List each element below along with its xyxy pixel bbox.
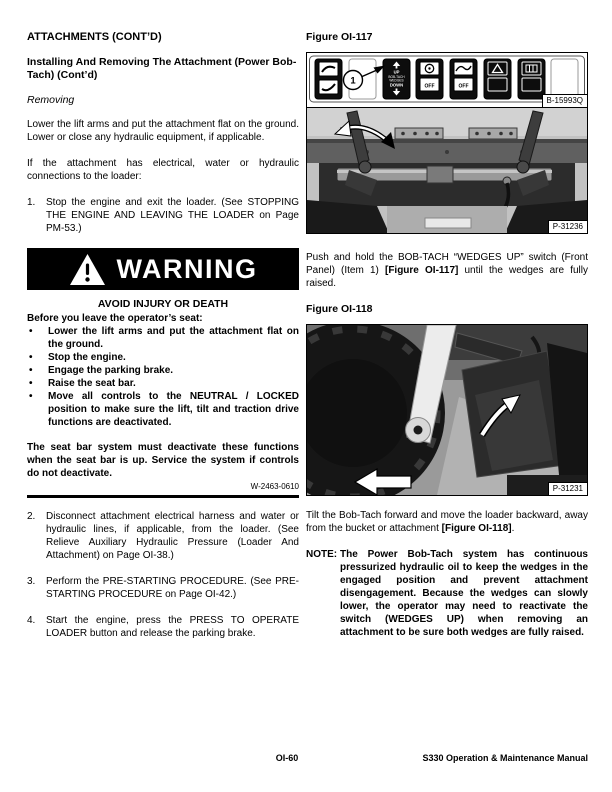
figure-reference: [Figure OI-117] bbox=[384, 265, 459, 276]
right-column bbox=[306, 31, 588, 639]
svg-text:DOWN: DOWN bbox=[389, 82, 404, 88]
svg-text:WEDGES: WEDGES bbox=[389, 78, 404, 83]
step-number: 4. bbox=[27, 615, 36, 626]
empty-switch-slot bbox=[551, 59, 578, 99]
bullet-glyph: • bbox=[29, 352, 33, 363]
bullet-glyph: • bbox=[29, 365, 33, 376]
step-2 bbox=[27, 510, 299, 562]
footer-page-number: OI-60 bbox=[275, 753, 299, 763]
auxiliary-off-switch-icon bbox=[450, 59, 477, 99]
left-column bbox=[27, 31, 299, 653]
note-block bbox=[306, 548, 588, 639]
bullet-glyph: • bbox=[29, 326, 33, 337]
image-code-tag: P-31236 bbox=[548, 220, 588, 234]
figure-oi118 bbox=[306, 324, 588, 496]
warning-box bbox=[27, 248, 299, 498]
warning-bullet: • Engage the parking brake. bbox=[29, 365, 174, 376]
lift-tilt-switch-icon bbox=[315, 59, 342, 99]
step-number: 1. bbox=[27, 197, 36, 208]
fan-off-switch-icon bbox=[416, 59, 443, 99]
paragraph-push-hold: Push and hold the BOB-TACH “WEDGES UP” switch (Front Panel) (Item 1) [Figure OI-117] until the wedges are fully raised. bbox=[306, 252, 588, 289]
warning-triangle-icon bbox=[69, 253, 106, 286]
paragraph-lower-lift-arms: Lower the lift arms and put the attachment flat on the ground. Lower or close any hydraulic equipment, if applicable. bbox=[27, 119, 299, 143]
svg-text:BOB-TACH: BOB-TACH bbox=[388, 75, 405, 79]
switch-panel-image bbox=[307, 53, 587, 108]
svg-text:OFF: OFF bbox=[458, 83, 469, 90]
loader-backward-photo-drawing bbox=[307, 325, 587, 495]
hazard-switch-icon bbox=[484, 59, 511, 99]
section-heading: ATTACHMENTS (CONT’D) bbox=[27, 31, 162, 43]
bullet-glyph: • bbox=[29, 391, 33, 402]
figure-oi117-label: Figure OI-117 bbox=[306, 31, 373, 43]
step-text: Disconnect attachment electrical harness and water or hydraulic lines, if applicable, from the loader. (See Relieve Auxiliary Hydraulic Pressure (Loader And Attachment) on Page OI-38.) bbox=[46, 511, 299, 561]
svg-text:UP: UP bbox=[393, 69, 400, 75]
step-text: Perform the PRE-STARTING PROCEDURE. (See PRE-STARTING PROCEDURE on Page OI-42.) bbox=[46, 576, 299, 600]
removing-heading: Removing bbox=[27, 94, 75, 106]
step-3 bbox=[27, 575, 299, 601]
paragraph-if-attachment: If the attachment has electrical, water or hydraulic connections to the loader: bbox=[27, 158, 299, 182]
step-number: 3. bbox=[27, 576, 36, 587]
footer-manual-title: S330 Operation & Maintenance Manual bbox=[422, 753, 588, 763]
note-text: The Power Bob-Tach system has continuous pressurized hydraulic oil to keep the wedges in the engaged position and prevent attachment disengagement. Because the wedges can slowly lower, the operator may need to reactivate the switch (WEDGES UP) when removing an attachment to be sure both wedges are fully raised. bbox=[340, 549, 588, 638]
image-code-tag: B-15993Q bbox=[542, 94, 588, 108]
warning-intro: Before you leave the operator’s seat: bbox=[27, 313, 203, 324]
image-code-tag: P-31231 bbox=[548, 482, 588, 496]
note-label: NOTE: bbox=[306, 549, 338, 560]
step-4 bbox=[27, 614, 299, 640]
subsection-heading: Installing And Removing The Attachment (Power Bob-Tach) (Cont’d) bbox=[27, 56, 297, 81]
paragraph-tilt-bobtach: Tilt the Bob-Tach forward and move the loader backward, away from the bucket or attachment [Figure OI-118]. bbox=[306, 510, 588, 534]
warning-bullet: • Move all controls to the NEUTRAL / LOCKED position to make sure the lift, tilt and traction drive functions are deactivated. bbox=[29, 391, 299, 428]
step-1 bbox=[27, 196, 299, 235]
svg-text:OFF: OFF bbox=[424, 83, 435, 90]
step-text: Stop the engine and exit the loader. (See STOPPING THE ENGINE AND LEAVING THE LOADER on Page PM-53.) bbox=[46, 197, 299, 234]
bobtach-photo-drawing bbox=[307, 108, 587, 233]
warning-code: W-2463-0610 bbox=[250, 482, 299, 491]
bullet-glyph: • bbox=[29, 378, 33, 389]
bobtach-wedges-photo bbox=[307, 108, 587, 233]
warning-banner bbox=[27, 248, 299, 290]
figure-oi118-label: Figure OI-118 bbox=[306, 303, 373, 315]
warning-outro: The seat bar system must deactivate these functions when the seat bar is up. Service the system if controls do not deactivate. bbox=[27, 442, 299, 479]
figure-reference: [Figure OI-118] bbox=[441, 523, 512, 534]
lights-switch-icon bbox=[518, 59, 545, 99]
warning-bullet: • Raise the seat bar. bbox=[29, 378, 136, 389]
bobtach-wedges-switch-icon bbox=[383, 59, 410, 99]
svg-text:1: 1 bbox=[350, 75, 356, 87]
step-text: Start the engine, press the PRESS TO OPERATE LOADER button and release the parking brake. bbox=[46, 615, 299, 639]
step-number: 2. bbox=[27, 511, 36, 522]
warning-title: AVOID INJURY OR DEATH bbox=[97, 298, 229, 310]
warning-banner-text: WARNING bbox=[116, 253, 258, 284]
warning-bullet: • Lower the lift arms and put the attachment flat on the ground. bbox=[29, 326, 299, 350]
figure-oi117 bbox=[306, 52, 588, 234]
warning-bullet: • Stop the engine. bbox=[29, 352, 126, 363]
